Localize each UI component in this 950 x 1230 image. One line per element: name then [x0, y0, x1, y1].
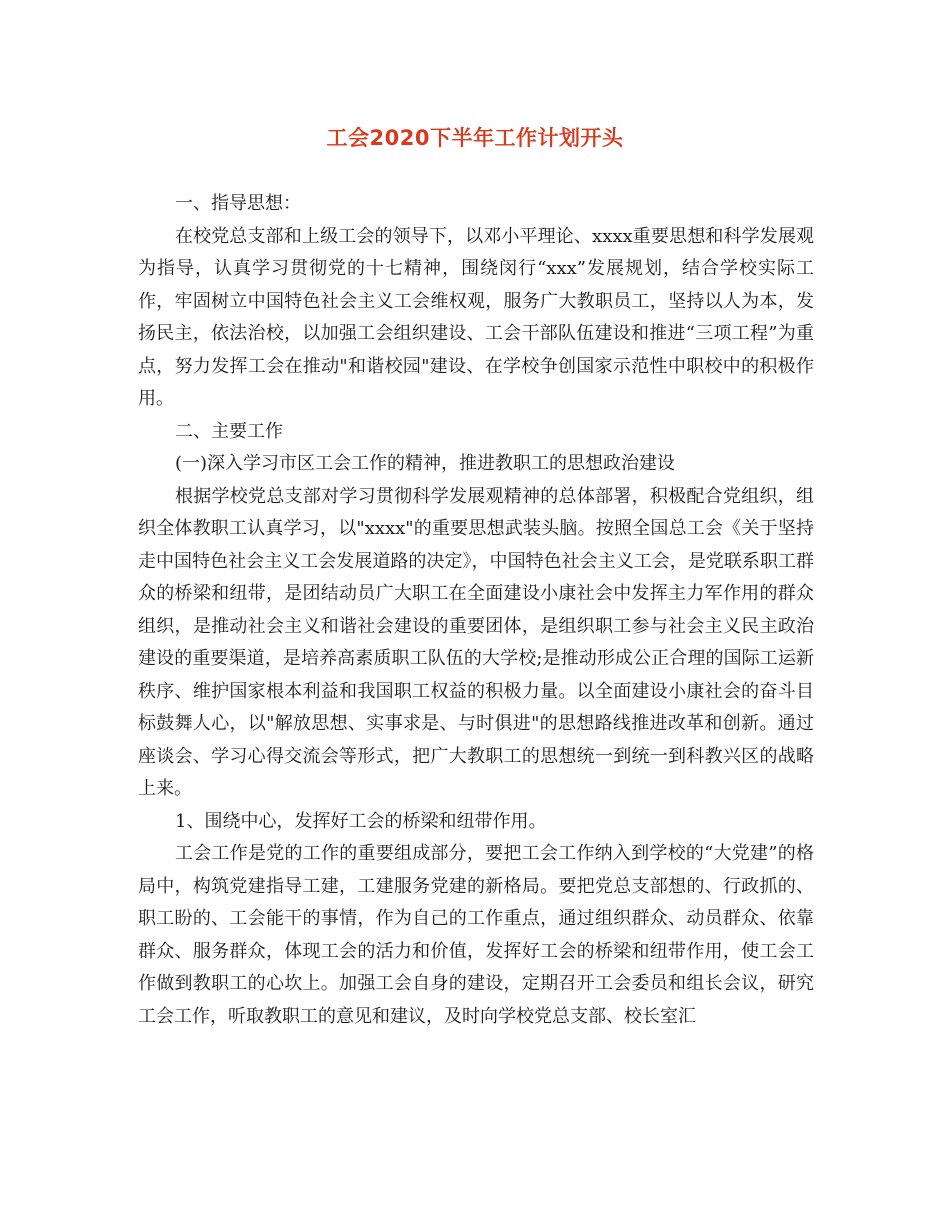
section-heading-guiding-thought: 一、指导思想：: [175, 193, 301, 214]
subsection-heading-study: (一)深入学习市区工会工作的精神，推进教职工的思想政治建设: [175, 453, 676, 474]
paragraph-guiding-thought: 在校党总支部和上级工会的领导下，以邓小平理论、xxxx重要思想和科学发展观为指导，认真学习贯彻党的十七精神，围绕闵行“xxx”发展规划，结合学校实际工作，牢固树立中国特色社会主义工会维权观，服务广大教职员工，坚持以人为本，发扬民主，依法治校，以加强工会组织建设、工会干部队伍建设和推进“三项工程”为重点，努力发挥工会在推动"和谐校园"建设、在学校争创国家示范性中职校中的积极作用。: [138, 225, 814, 409]
section-heading-main-work: 二、主要工作: [175, 420, 283, 442]
paragraph-study: 根据学校党总支部对学习贯彻科学发展观精神的总体部署，积极配合党组织，组织全体教职工认真学习，以"xxxx"的重要思想武装头脑。按照全国总工会《关于坚持走中国特色社会主义工会发展道路的决定》，中国特色社会主义工会，是党联系职工群众的桥梁和纽带，是团结动员广大职工在全面建设小康社会中发挥主力军作用的群众组织，是推动社会主义和谐社会建设的重要团体，是组织职工参与社会主义民主政治建设的重要渠道，是培养高素质职工队伍的大学校;是推动形成公正合理的国际工运新秩序、维护国家根本利益和我国职工权益的积极力量。以全面建设小康社会的奋斗目标鼓舞人心，以"解放思想、实事求是、与时俱进"的思想路线推进改革和创新。通过座谈会、学习心得交流会等形式，把广大教职工的思想统一到统一到科教兴区的战略上来。: [138, 485, 814, 799]
item-heading-bridge: 1、围绕中心，发挥好工会的桥梁和纽带作用。: [175, 810, 547, 832]
paragraph-bridge: 工会工作是党的工作的重要组成部分，要把工会工作纳入到学校的“大党建”的格局中，构筑党建指导工建，工建服务党建的新格局。要把党总支部想的、行政抓的、职工盼的、工会能干的事情，作为自己的工作重点，通过组织群众、动员群众、依靠群众、服务群众，体现工会的活力和价值，发挥好工会的桥梁和纽带作用，使工会工作做到教职工的心坎上。加强工会自身的建设，定期召开工会委员和组长会议，研究工会工作，听取教职工的意见和建议，及时向学校党总支部、校长室汇: [138, 843, 814, 1027]
document-body: [138, 188, 814, 1033]
document-title: 工会2020下半年工作计划开头: [326, 126, 624, 150]
